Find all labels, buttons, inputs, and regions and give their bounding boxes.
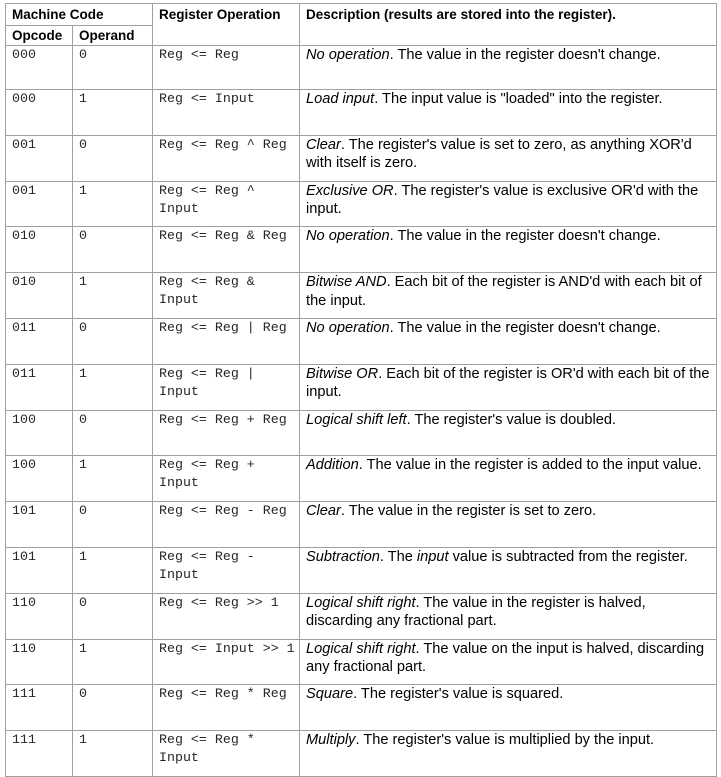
- header-row-top: [6, 4, 717, 26]
- table-row: [6, 639, 717, 685]
- description-cell: [300, 639, 717, 685]
- operation-cell: Reg <= Reg + Reg: [153, 410, 300, 456]
- operation-name: No operation: [306, 228, 390, 245]
- table-row: [6, 90, 717, 136]
- description-cell: [300, 90, 717, 136]
- description-text: . The register's value is doubled.: [406, 411, 616, 428]
- header-machine-code: Machine Code: [6, 4, 153, 26]
- opcode-cell: 001: [6, 135, 73, 181]
- opcode-cell: 110: [6, 639, 73, 685]
- operation-name: Clear: [306, 503, 341, 520]
- description-text: . Each bit of the register is AND'd with each bit of the input.: [306, 274, 702, 309]
- operation-name: Bitwise OR: [306, 365, 379, 382]
- table-row: [6, 547, 717, 593]
- opcode-cell: 111: [6, 731, 73, 777]
- operand-cell: 0: [73, 410, 153, 456]
- description-text: value is subtracted from the register.: [448, 548, 688, 565]
- operation-cell: Reg <= Input: [153, 90, 300, 136]
- header-description: Description (results are stored into the register).: [300, 4, 717, 46]
- description-cell: [300, 46, 717, 90]
- description-text: . The register's value is set to zero, as anything XOR'd with itself is zero.: [306, 136, 692, 172]
- operation-cell: Reg <= Reg ^ Input: [153, 181, 300, 227]
- operation-cell: Reg <= Reg * Input: [153, 731, 300, 777]
- description-emphasis: input: [416, 548, 449, 565]
- description-cell: [300, 502, 717, 548]
- description-cell: [300, 181, 717, 227]
- opcode-cell: 000: [6, 90, 73, 136]
- operation-name: No operation: [306, 47, 390, 63]
- description-text: . The value in the register doesn't change.: [389, 319, 661, 336]
- description-cell: [300, 273, 717, 319]
- description-text: . The input value is "loaded" into the register.: [374, 91, 663, 107]
- operand-cell: 0: [73, 685, 153, 731]
- description-cell: [300, 227, 717, 273]
- header-operand: Operand: [73, 26, 153, 46]
- opcode-cell: 011: [6, 364, 73, 410]
- operand-cell: 0: [73, 135, 153, 181]
- operation-cell: Reg <= Reg >> 1: [153, 593, 300, 639]
- opcode-cell: 010: [6, 227, 73, 273]
- description-cell: [300, 364, 717, 410]
- opcode-cell: 000: [6, 46, 73, 90]
- operation-cell: Reg <= Reg * Reg: [153, 685, 300, 731]
- operation-name: Square: [306, 686, 354, 703]
- description-cell: [300, 318, 717, 364]
- operation-name: Subtraction: [306, 548, 380, 565]
- header-opcode: Opcode: [6, 26, 73, 46]
- instruction-rows: [6, 46, 717, 777]
- table-row: [6, 593, 717, 639]
- opcode-cell: 111: [6, 685, 73, 731]
- header-register-operation: Register Operation: [153, 4, 300, 46]
- operation-name: Addition: [306, 457, 359, 474]
- operand-cell: 0: [73, 502, 153, 548]
- opcode-cell: 110: [6, 593, 73, 639]
- table-row: [6, 181, 717, 227]
- operand-cell: 0: [73, 593, 153, 639]
- operation-cell: Reg <= Reg: [153, 46, 300, 90]
- description-cell: [300, 135, 717, 181]
- operation-cell: Reg <= Reg + Input: [153, 456, 300, 502]
- operand-cell: 1: [73, 456, 153, 502]
- operand-cell: 1: [73, 547, 153, 593]
- description-text: . The value in the register is set to zero.: [340, 503, 597, 520]
- description-cell: [300, 685, 717, 731]
- table-row: [6, 410, 717, 456]
- operation-name: Load input: [306, 91, 375, 107]
- table-row: [6, 318, 717, 364]
- operation-name: No operation: [306, 319, 390, 336]
- description-text: . The value in the register doesn't change.: [389, 47, 661, 63]
- instruction-table: [5, 3, 717, 777]
- operation-cell: Reg <= Reg | Reg: [153, 318, 300, 364]
- table-row: [6, 364, 717, 410]
- opcode-cell: 101: [6, 547, 73, 593]
- operand-cell: 0: [73, 318, 153, 364]
- description-cell: [300, 731, 717, 777]
- description-cell: [300, 456, 717, 502]
- operand-cell: 1: [73, 731, 153, 777]
- operand-cell: 1: [73, 90, 153, 136]
- opcode-cell: 100: [6, 456, 73, 502]
- table-row: [6, 46, 717, 90]
- operation-cell: Reg <= Reg - Reg: [153, 502, 300, 548]
- description-text: . Each bit of the register is OR'd with each bit of the input.: [306, 365, 710, 401]
- table-row: [6, 731, 717, 777]
- description-text: . The value in the register is halved, discarding any fractional part.: [306, 594, 646, 630]
- operation-cell: Reg <= Reg ^ Reg: [153, 135, 300, 181]
- operation-cell: Reg <= Reg - Input: [153, 547, 300, 593]
- opcode-cell: 001: [6, 181, 73, 227]
- description-text: . The value in the register doesn't change.: [389, 228, 661, 245]
- table-row: [6, 456, 717, 502]
- operand-cell: 1: [73, 181, 153, 227]
- operation-name: Multiply: [306, 732, 356, 749]
- operation-cell: Reg <= Input >> 1: [153, 639, 300, 685]
- opcode-cell: 011: [6, 318, 73, 364]
- description-text: . The value in the register is added to the input value.: [358, 457, 702, 474]
- description-text: . The register's value is multiplied by the input.: [355, 732, 655, 749]
- operation-name: Exclusive OR: [306, 182, 394, 199]
- operand-cell: 1: [73, 364, 153, 410]
- table-row: [6, 135, 717, 181]
- table-row: [6, 227, 717, 273]
- table-row: [6, 502, 717, 548]
- operation-cell: Reg <= Reg | Input: [153, 364, 300, 410]
- table-row: [6, 273, 717, 319]
- operand-cell: 1: [73, 273, 153, 319]
- operation-name: Bitwise AND: [306, 274, 387, 291]
- opcode-cell: 100: [6, 410, 73, 456]
- opcode-cell: 101: [6, 502, 73, 548]
- operation-name: Logical shift right: [306, 640, 416, 657]
- operation-name: Logical shift left: [306, 411, 407, 428]
- operation-name: Clear: [306, 136, 341, 153]
- operation-name: Logical shift right: [306, 594, 416, 611]
- operation-cell: Reg <= Reg & Input: [153, 273, 300, 319]
- description-cell: [300, 410, 717, 456]
- description-text: . The register's value is exclusive OR'd with the input.: [306, 182, 699, 218]
- description-text: . The register's value is squared.: [353, 686, 564, 703]
- operand-cell: 1: [73, 639, 153, 685]
- table-row: [6, 685, 717, 731]
- description-cell: [300, 593, 717, 639]
- description-text-pre: . The: [379, 548, 417, 565]
- description-cell: [300, 547, 717, 593]
- opcode-cell: 010: [6, 273, 73, 319]
- operand-cell: 0: [73, 227, 153, 273]
- description-text: . The value on the input is halved, discarding any fractional part.: [306, 640, 705, 676]
- operand-cell: 0: [73, 46, 153, 90]
- operation-cell: Reg <= Reg & Reg: [153, 227, 300, 273]
